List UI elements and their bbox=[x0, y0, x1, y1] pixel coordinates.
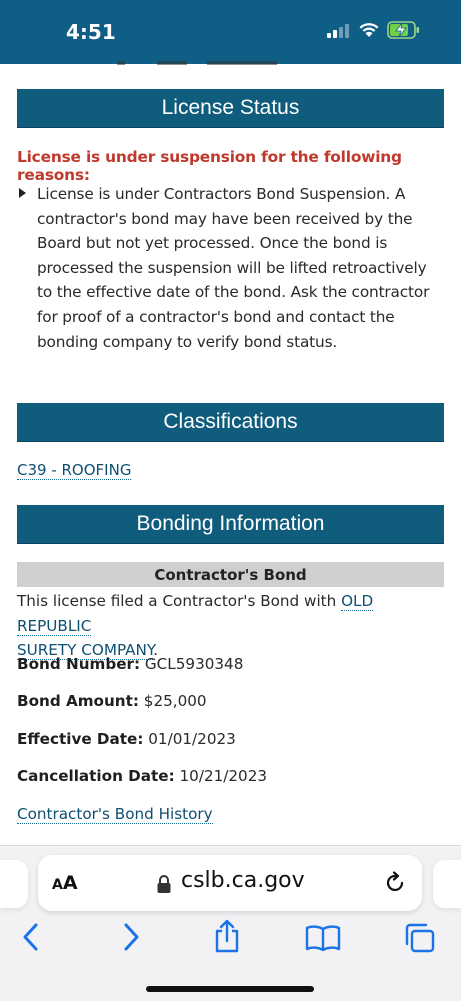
suspension-warning: License is under suspension for the following reasons: bbox=[17, 148, 402, 184]
bond-filing-prefix: This license filed a Contractor's Bond with bbox=[17, 592, 342, 610]
partial-scrolled-text bbox=[17, 52, 443, 66]
bond-amount-field bbox=[17, 692, 207, 710]
effective-date-value: 01/01/2023 bbox=[143, 730, 236, 748]
back-icon[interactable] bbox=[20, 922, 42, 952]
home-indicator[interactable] bbox=[146, 986, 314, 992]
cancellation-date-field bbox=[17, 767, 267, 785]
bond-history-link[interactable]: Contractor's Bond History bbox=[17, 805, 213, 823]
tabs-icon[interactable] bbox=[403, 922, 437, 954]
status-time: 4:51 bbox=[66, 20, 116, 44]
aa-big: A bbox=[62, 872, 78, 894]
surety-company-link-line1[interactable]: OLD REPUBLIC bbox=[17, 592, 374, 635]
classification-link-c39[interactable]: C39 - ROOFING bbox=[17, 461, 132, 479]
reader-options-button[interactable] bbox=[52, 872, 78, 894]
bond-filing-suffix: . bbox=[153, 641, 158, 659]
browser-toolbar bbox=[0, 845, 461, 1001]
bond-filing-text bbox=[17, 589, 447, 663]
wifi-icon bbox=[358, 21, 380, 38]
effective-date-label: Effective Date: bbox=[17, 730, 144, 748]
effective-date-field bbox=[17, 730, 236, 748]
suspension-reason-text: License is under Contractors Bond Suspension. A contractor's bond may have been received by the Board but not yet processed. Once the bond is processed the suspension will be lifted retroactively to the effective date of the bond. Ask the contractor for proof of a contractor's bond and contact the bonding company to verify bond status. bbox=[37, 185, 430, 351]
section-header-bonding: Bonding Information bbox=[17, 505, 444, 544]
previous-tab-peek[interactable] bbox=[0, 860, 28, 908]
bond-amount-label: Bond Amount: bbox=[17, 692, 139, 710]
cancellation-date-label: Cancellation Date: bbox=[17, 767, 175, 785]
cancellation-date-value: 10/21/2023 bbox=[174, 767, 268, 785]
bond-amount-value: $25,000 bbox=[138, 692, 207, 710]
suspension-reason-item bbox=[17, 182, 443, 354]
aa-small: A bbox=[52, 877, 63, 893]
contractors-bond-subheader: Contractor's Bond bbox=[17, 562, 444, 587]
bond-number-value: GCL5930348 bbox=[140, 655, 244, 673]
bookmarks-icon[interactable] bbox=[305, 924, 341, 952]
lock-icon bbox=[156, 874, 172, 894]
battery-charging-icon bbox=[387, 20, 421, 40]
address-bar[interactable] bbox=[38, 855, 422, 911]
surety-company-link-line2[interactable]: SURETY COMPANY bbox=[17, 641, 154, 659]
bond-number-field bbox=[17, 655, 243, 673]
next-tab-peek[interactable] bbox=[433, 860, 461, 908]
share-icon[interactable] bbox=[212, 918, 242, 954]
bond-number-label: Bond Number: bbox=[17, 655, 141, 673]
section-header-license-status: License Status bbox=[17, 89, 444, 128]
forward-icon[interactable] bbox=[120, 922, 142, 952]
bullet-triangle-icon bbox=[19, 188, 26, 198]
signal-icon bbox=[327, 24, 351, 38]
section-header-classifications: Classifications bbox=[17, 403, 444, 442]
reload-icon[interactable] bbox=[385, 871, 407, 895]
url-text[interactable]: cslb.ca.gov bbox=[181, 868, 305, 893]
